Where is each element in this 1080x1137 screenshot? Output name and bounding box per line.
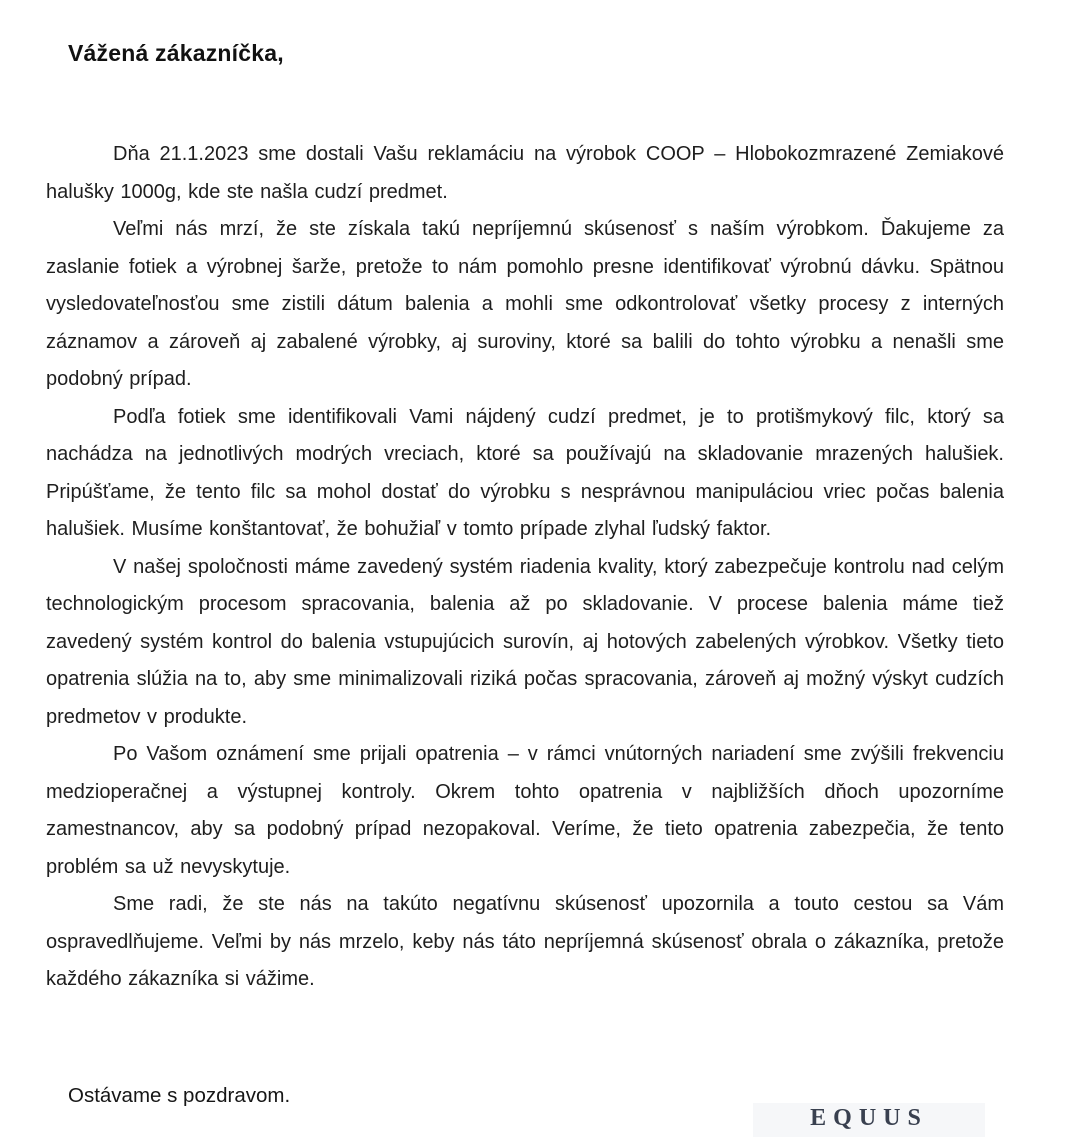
company-stamp [753, 1103, 985, 1137]
paragraph-apology-traceability: Veľmi nás mrzí, že ste získala takú nepríjemnú skúsenosť s naším výrobkom. Ďakujeme za zaslanie fotiek a výrobnej šarže, pretože to nám pomohlo presne identifikovať výrobnú dávku. Spätnou vysledovateľnosťou sme zistili dátum balenia a mohli sme odkontrolovať všetky procesy z interných záznamov a zároveň aj zabalené výrobky, aj suroviny, ktoré sa balili do tohto výrobku a nenašli sme podobný prípad. [46, 218, 1004, 390]
paragraph-final-apology: Sme radi, že ste nás na takúto negatívnu skúsenosť upozornila a touto cestou sa Vám ospravedlňujeme. Veľmi by nás mrzelo, keby nás táto nepríjemná skúsenosť obrala o zákazníka, pretože každého zákazníka si vážime. [46, 893, 1004, 990]
paragraph-quality-system: V našej spoločnosti máme zavedený systém riadenia kvality, ktorý zabezpečuje kontrolu nad celým technologickým procesom spracovania, balenia až po skladovanie. V procese balenia máme tiež zavedený systém kontrol do balenia vstupujúcich surovín, aj hotových zabelených výrobkov. Všetky tieto opatrenia slúžia na to, aby sme minimalizovali riziká počas spracovania, zároveň aj možný výskyt cudzích predmetov v produkte. [46, 555, 1004, 728]
letter-salutation: Vážená zákazníčka, [68, 40, 284, 66]
company-stamp-text: EQUUS [810, 1105, 928, 1131]
letter-closing: Ostávame s pozdravom. [68, 1084, 291, 1107]
paragraph-complaint-received: Dňa 21.1.2023 sme dostali Vašu reklamáciu na výrobok COOP – Hlobokozmrazené Zemiakové halušky 1000g, kde ste našla cudzí predmet. [46, 143, 1004, 203]
paragraph-measures-taken: Po Vašom oznámení sme prijali opatrenia – v rámci vnútorných nariadení sme zvýšili frekvenciu medzioperačnej a výstupnej kontroly. Okrem tohto opatrenia v najbližších dňoch upozorníme zamestnancov, aby sa podobný prípad nezopakoval. Veríme, že tieto opatrenia zabezpečia, že tento problém sa už nevyskytuje. [46, 743, 1004, 878]
paragraph-foreign-object-identified: Podľa fotiek sme identifikovali Vami nájdený cudzí predmet, je to protišmykový filc, ktorý sa nachádza na jednotlivých modrých vreciach, ktoré sa používajú na skladovanie mrazených halušiek. Pripúšťame, že tento filc sa mohol dostať do výrobku s nesprávnou manipuláciou vriec počas balenia halušiek. Musíme konštantovať, že bohužiaľ v tomto prípade zlyhal ľudský faktor. [46, 405, 1004, 540]
letter-body [46, 136, 1004, 999]
